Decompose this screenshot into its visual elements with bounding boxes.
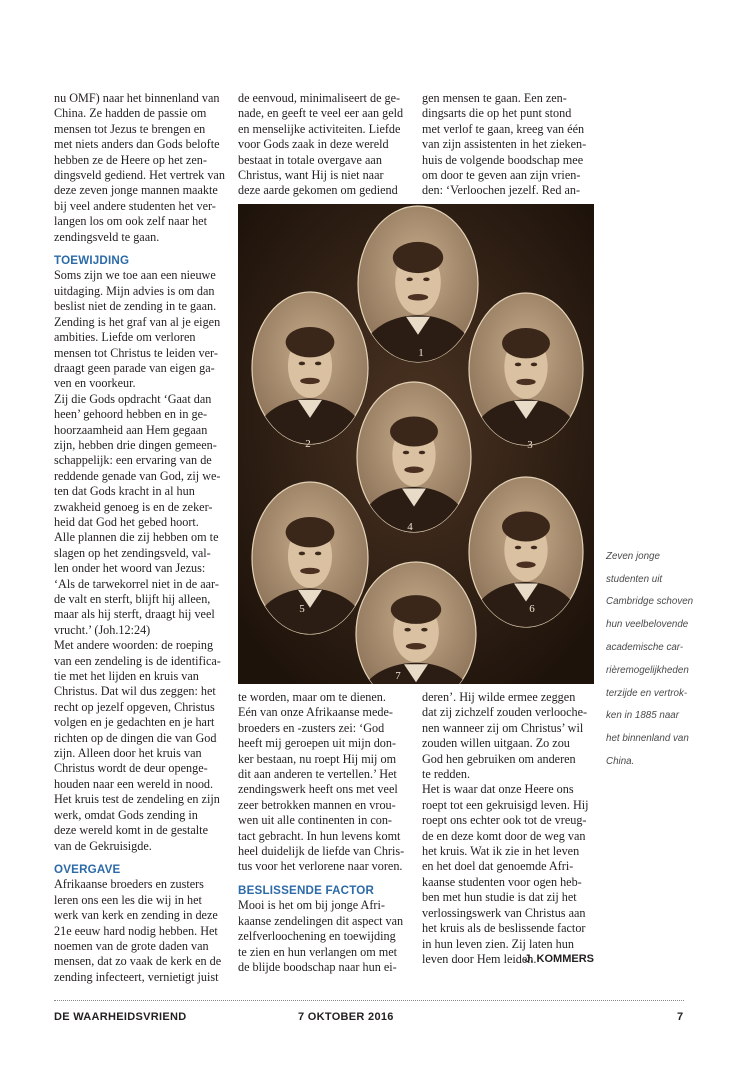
text-line: gen mensen te gaan. Een zen- bbox=[422, 91, 567, 105]
text-line: beslist niet de zending in te gaan. bbox=[54, 299, 217, 314]
text-line: wen uit alle continenten in con- bbox=[238, 813, 392, 828]
text-line: Het kruis test de zendeling en zijn bbox=[54, 792, 220, 807]
text-line: verlossingswerk van Christus aan bbox=[422, 905, 586, 920]
text-line: het kruis als de beslissende factor bbox=[422, 921, 586, 936]
text-line: hebben ze de Heere op het zen- bbox=[54, 152, 207, 167]
column-1-text-c bbox=[54, 877, 226, 985]
text-line: heel duidelijk de liefde van Chris- bbox=[238, 844, 405, 859]
text-line: de eenvoud, minimaliseert de ge- bbox=[238, 91, 401, 105]
text-line: deze wereld komt in de gestalte bbox=[54, 823, 208, 838]
text-line: het kruis. Wat ik zie in het leven bbox=[422, 844, 580, 859]
text-line: mensen tot Jezus te brengen en bbox=[54, 121, 206, 136]
footer-date: 7 OKTOBER 2016 bbox=[298, 1011, 394, 1023]
text-line: China. Ze hadden de passie om bbox=[54, 106, 207, 121]
text-line: Alle plannen die zij hebben om te bbox=[54, 530, 219, 545]
portrait-number: 4 bbox=[407, 521, 413, 533]
text-line: roept ons echter ook tot de vreug- bbox=[422, 813, 587, 828]
text-line: de blijde boodschap naar hun ei- bbox=[238, 959, 397, 974]
text-line: bij veel andere studenten het ver- bbox=[54, 198, 216, 213]
text-line: Het is waar dat onze Heere ons bbox=[422, 782, 574, 797]
column-2-text-b bbox=[238, 690, 414, 875]
author-signature: J. KOMMERS bbox=[524, 953, 594, 965]
text-line: mensen tot Christus te leiden ver- bbox=[54, 345, 218, 360]
portrait-number: 2 bbox=[305, 438, 311, 450]
text-line: draagt geen parade van eigen ga- bbox=[54, 360, 215, 375]
text-line: kaanse studenten voor ogen heb- bbox=[422, 874, 582, 889]
text-line: zeer betrokken mannen en vrou- bbox=[238, 797, 396, 812]
text-line: Zeven jonge bbox=[606, 550, 660, 562]
text-line: Met andere woorden: de roeping bbox=[54, 638, 214, 653]
text-line: ker bestaan, nu roept Hij mij om bbox=[238, 751, 397, 766]
text-line: noemen van de grote daden van bbox=[54, 938, 209, 953]
text-line: dingsveld gediend. Het vertrek van bbox=[54, 168, 225, 183]
text-line: China. bbox=[606, 755, 635, 767]
text-line: uitdaging. Mijn advies is om dan bbox=[54, 283, 215, 298]
column-1 bbox=[54, 91, 226, 985]
text-line: len onder het woord van Jezus: bbox=[54, 561, 206, 576]
text-line: tie met het lijden en kruis van bbox=[54, 669, 199, 684]
column-2-top bbox=[238, 91, 414, 199]
portrait-number: 6 bbox=[529, 603, 535, 615]
column-3-bottom bbox=[422, 690, 598, 967]
text-line: te worden, maar om te dienen. bbox=[238, 690, 386, 704]
text-line: het binnenland van bbox=[606, 733, 689, 745]
text-line: voor Gods zaak in deze wereld bbox=[238, 137, 389, 152]
text-line: Soms zijn we toe aan een nieuwe bbox=[54, 268, 216, 283]
text-line: huis de volgende boodschap mee bbox=[422, 152, 584, 167]
text-line: maar als hij sterft, draagt hij veel bbox=[54, 607, 215, 622]
footer-page-number: 7 bbox=[677, 1011, 684, 1023]
text-line: nade, en geeft te veel eer aan geld bbox=[238, 106, 404, 121]
text-line: ten dat Gods kracht in al hun bbox=[54, 484, 195, 499]
column-3-top bbox=[422, 91, 598, 199]
column-3-text-a bbox=[422, 91, 598, 199]
text-line: nu OMF) naar het binnenland van bbox=[54, 91, 220, 105]
text-line: langen los om ook zelf naar het bbox=[54, 214, 207, 229]
text-line: dat zij zichzelf zouden verlooche- bbox=[422, 705, 588, 720]
text-line: zelfverloochening en toewijding bbox=[238, 929, 396, 944]
text-line: mensen, dat zo vaak de kerk en de bbox=[54, 954, 222, 969]
text-line: hoorzaamheid aan Hem gegaan bbox=[54, 422, 208, 437]
text-line: zouden willen uitgaan. Zo zou bbox=[422, 736, 570, 751]
text-line: schappelijk: een ervaring van de bbox=[54, 453, 212, 468]
text-line: van zijn assistenten in het zieken- bbox=[422, 137, 587, 152]
text-line: volgen en je gedachten en je hart bbox=[54, 715, 215, 730]
column-1-text-b bbox=[54, 268, 226, 853]
text-line: broeders en -zusters zei: ‘God bbox=[238, 720, 385, 735]
text-line: van een zendeling is de identifica- bbox=[54, 653, 221, 668]
section-heading-toewijding: TOEWIJDING bbox=[54, 254, 130, 268]
text-line: Mooi is het om bij jonge Afri- bbox=[238, 898, 385, 913]
text-line: werk van kerk en zending in deze bbox=[54, 908, 218, 923]
text-line: reddende genade van God, zij we- bbox=[54, 468, 221, 483]
text-line: terzijde en vertrok- bbox=[606, 687, 688, 699]
text-line: dit aan anderen te vertellen.’ Het bbox=[238, 767, 397, 782]
text-line: zendingswerk heeft ons met veel bbox=[238, 782, 398, 797]
text-line: ‘Als de tarwekorrel niet in de aar- bbox=[54, 576, 219, 591]
text-line: leren ons een les die wij in het bbox=[54, 892, 202, 907]
text-line: zending infecteert, vernietigt juist bbox=[54, 969, 219, 984]
text-line: richten op de dingen die van God bbox=[54, 730, 217, 745]
column-3-text-b bbox=[422, 690, 598, 967]
text-line: te redden. bbox=[422, 767, 471, 782]
text-line: hun veelbelovende bbox=[606, 619, 689, 631]
text-line: houden naar een wereld in nood. bbox=[54, 776, 214, 791]
section-heading-overgave: OVERGAVE bbox=[54, 862, 121, 876]
column-2-text-c bbox=[238, 898, 414, 975]
text-line: academische car- bbox=[606, 641, 684, 653]
text-line: heeft mij geroepen uit mijn don- bbox=[238, 736, 397, 751]
text-line: Zij die Gods opdracht ‘Gaat dan bbox=[54, 391, 212, 406]
text-line: ven en voorkeur. bbox=[54, 376, 136, 391]
section-heading-beslissende-factor: BESLISSENDE FACTOR bbox=[238, 883, 375, 897]
portrait-number: 3 bbox=[527, 439, 533, 451]
text-line: zwakheid genoeg is en de zeker- bbox=[54, 499, 213, 514]
text-line: Afrikaanse broeders en zusters bbox=[54, 877, 204, 892]
footer-divider bbox=[54, 1000, 684, 1001]
text-line: nen wanneer zij om Christus’ wil bbox=[422, 720, 584, 735]
text-line: recht op jezelf opgeven, Christus bbox=[54, 699, 215, 714]
photo-caption bbox=[606, 540, 726, 778]
text-line: heen’ gehoord hebben en in ge- bbox=[54, 407, 208, 422]
text-line: rièremogelijkheden bbox=[606, 664, 689, 676]
text-line: werk, omdat Gods zending in bbox=[54, 807, 198, 822]
text-line: Eén van onze Afrikaanse mede- bbox=[238, 705, 393, 720]
text-line: leven door Hem leiden. bbox=[422, 951, 537, 966]
column-2-text-a bbox=[238, 91, 414, 199]
text-line: zijn. Alleen door het kruis van bbox=[54, 746, 202, 761]
text-line: de en deze komt door de weg van bbox=[422, 828, 586, 843]
text-line: deren’. Hij wilde ermee zeggen bbox=[422, 690, 576, 704]
text-line: deze aarde gekomen om gediend bbox=[238, 183, 398, 198]
text-line: tact gebracht. In hun levens komt bbox=[238, 828, 401, 843]
text-line: van de Gekruisigde. bbox=[54, 838, 152, 853]
text-line: Christus wordt de deur openge- bbox=[54, 761, 208, 776]
text-line: met niets anders dan Gods belofte bbox=[54, 137, 220, 152]
text-line: bestaat in totale overgave aan bbox=[238, 152, 382, 167]
text-line: ambities. Liefde om verloren bbox=[54, 330, 196, 345]
text-line: ken in 1885 naar bbox=[606, 710, 679, 722]
text-line: den: ‘Verloochen jezelf. Red an- bbox=[422, 183, 581, 198]
portrait-number: 1 bbox=[418, 347, 424, 359]
portrait-number: 5 bbox=[299, 603, 305, 615]
text-line: zendingsveld te gaan. bbox=[54, 229, 160, 244]
cambridge-seven-photo bbox=[238, 204, 594, 684]
text-line: en menselijke activiteiten. Liefde bbox=[238, 121, 401, 136]
text-line: met verlof te gaan, kreeg van één bbox=[422, 121, 585, 136]
text-line: dingsarts die op het punt stond bbox=[422, 106, 572, 121]
footer-publication: DE WAARHEIDSVRIEND bbox=[54, 1011, 187, 1023]
text-line: om door te geven aan zijn vrien- bbox=[422, 168, 581, 183]
text-line: God hen gebruiken om anderen bbox=[422, 751, 576, 766]
text-line: Christus, want Hij is niet naar bbox=[238, 168, 384, 183]
text-line: zijn, hebben drie dingen gemeen- bbox=[54, 437, 217, 452]
text-line: 21e eeuw hard nodig hebben. Het bbox=[54, 923, 218, 938]
text-line: studenten uit bbox=[606, 573, 663, 585]
text-line: en het doel dat genoemde Afri- bbox=[422, 859, 574, 874]
text-line: in hun leven zien. Zij laten hun bbox=[422, 936, 574, 951]
text-line: kaanse zendelingen dit aspect van bbox=[238, 913, 404, 928]
text-line: de valt en sterft, blijft hij alleen, bbox=[54, 592, 211, 606]
column-2-bottom bbox=[238, 690, 414, 975]
portrait-number: 7 bbox=[395, 670, 401, 682]
text-line: roept tot een gekruisigd leven. Hij bbox=[422, 797, 589, 812]
text-line: Zending is het graf van al je eigen bbox=[54, 314, 221, 329]
text-line: heid dat God het gebed hoort. bbox=[54, 514, 199, 529]
text-line: vrucht.’ (Joh.12:24) bbox=[54, 622, 151, 637]
column-1-text-a bbox=[54, 91, 226, 245]
text-line: tus voor het verlorene naar voren. bbox=[238, 859, 403, 874]
text-line: te zien en hun verlangen om met bbox=[238, 944, 398, 959]
text-line: Christus. Dat wil dus zeggen: het bbox=[54, 684, 216, 699]
text-line: Cambridge schoven bbox=[606, 596, 694, 608]
text-line: deze zeven jonge mannen maakte bbox=[54, 183, 218, 198]
text-line: ben met hun studie is dat zij het bbox=[422, 890, 577, 905]
text-line: slagen op het zendingsveld, val- bbox=[54, 545, 211, 560]
